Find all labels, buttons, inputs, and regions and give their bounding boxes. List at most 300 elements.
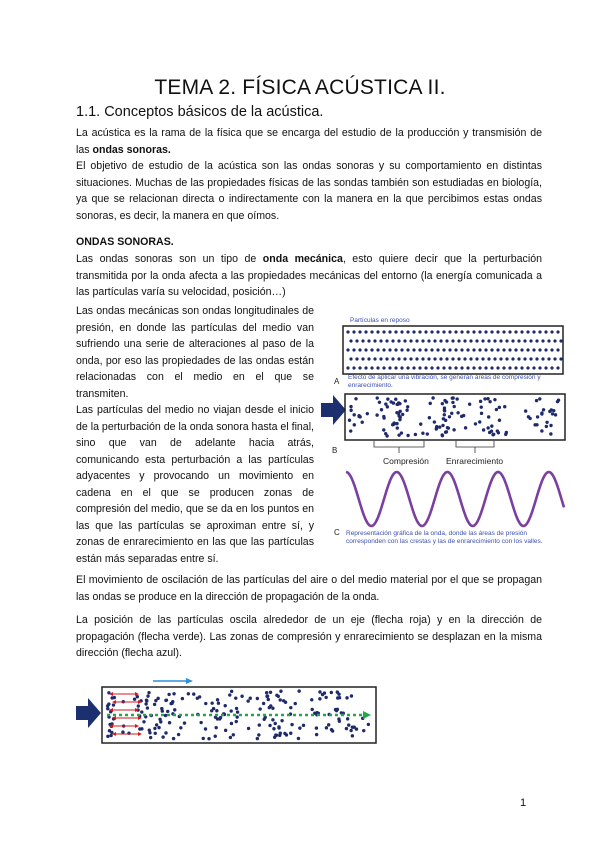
label-compresion: Compresión: [383, 456, 429, 466]
particle: [375, 413, 378, 416]
particle: [106, 704, 109, 707]
page-number: 1: [520, 797, 527, 809]
particle: [382, 428, 385, 431]
particle: [346, 348, 349, 351]
particle: [486, 426, 489, 429]
particle: [171, 700, 174, 703]
particle: [347, 723, 350, 726]
particle: [400, 330, 403, 333]
particle: [424, 348, 427, 351]
particle: [397, 339, 400, 342]
compression-brackets: [344, 441, 566, 455]
red-arrowhead: [138, 732, 142, 736]
particle: [493, 339, 496, 342]
particle: [472, 330, 475, 333]
particle: [463, 357, 466, 360]
particle: [451, 401, 454, 404]
particle: [352, 330, 355, 333]
particle: [234, 696, 237, 699]
particle: [279, 732, 282, 735]
particle: [544, 348, 547, 351]
particle: [496, 348, 499, 351]
particle: [249, 697, 252, 700]
particle: [435, 426, 438, 429]
particle: [376, 330, 379, 333]
particle: [528, 417, 531, 420]
particle: [508, 366, 511, 369]
particle: [364, 366, 367, 369]
particle: [551, 412, 554, 415]
particle: [168, 721, 171, 724]
particle: [385, 339, 388, 342]
particle: [165, 698, 168, 701]
particle: [556, 348, 559, 351]
particle: [272, 727, 275, 730]
particle: [298, 726, 301, 729]
particle: [370, 330, 373, 333]
particle: [490, 330, 493, 333]
particle: [406, 330, 409, 333]
particle: [508, 330, 511, 333]
particle: [535, 357, 538, 360]
particle: [419, 422, 422, 425]
particle: [445, 430, 448, 433]
particle: [511, 339, 514, 342]
particle: [164, 714, 167, 717]
red-arrowhead: [112, 700, 116, 704]
particle: [403, 357, 406, 360]
particle: [464, 426, 467, 429]
particle: [385, 357, 388, 360]
particle: [482, 428, 485, 431]
particle: [335, 709, 338, 712]
particle: [460, 348, 463, 351]
particle: [355, 339, 358, 342]
particle: [277, 726, 280, 729]
page-title: TEMA 2. FÍSICA ACÚSTICA II.: [154, 76, 446, 99]
particle: [331, 729, 334, 732]
particle: [481, 339, 484, 342]
caption-c: Representación gráfica de la onda, donde las áreas de presión corresponden con las crestas y las de enrarecimiento con los valles.: [346, 530, 543, 545]
caption-a-top: Partículas en reposo: [350, 317, 410, 324]
caption-b-top: Efecto de aplicar una vibración, se generan áreas de compresión y enrarecimiento.: [348, 374, 541, 389]
particle: [137, 704, 140, 707]
particle: [361, 357, 364, 360]
particle: [453, 405, 456, 408]
particle: [302, 724, 305, 727]
particle: [398, 410, 401, 413]
particle: [267, 698, 270, 701]
particle: [526, 366, 529, 369]
particle: [496, 366, 499, 369]
particle: [490, 348, 493, 351]
intro-paragraph-1: [76, 125, 542, 158]
particle: [421, 431, 424, 434]
particle: [433, 339, 436, 342]
particle: [547, 339, 550, 342]
particle: [140, 727, 143, 730]
box-frame: [345, 394, 565, 440]
particles-vibrating-box: [344, 393, 566, 441]
particle: [148, 731, 151, 734]
particle: [538, 348, 541, 351]
particle: [511, 357, 514, 360]
particle: [541, 357, 544, 360]
particle: [529, 357, 532, 360]
particle: [400, 431, 403, 434]
particle: [355, 357, 358, 360]
particle: [210, 701, 213, 704]
particle: [526, 330, 529, 333]
particle: [448, 348, 451, 351]
particle: [431, 396, 434, 399]
particle: [385, 434, 388, 437]
particle: [406, 366, 409, 369]
particle: [204, 702, 207, 705]
particle: [358, 366, 361, 369]
particle: [236, 710, 239, 713]
ondas-paragraph-5: La posición de las partículas oscila alrededor de un eje (flecha roja) y en la dirección de propagación (flecha verde). Las zonas de compresión y enrarecimiento se desplazan en la misma dirección (flecha azul).: [76, 614, 542, 659]
particle: [110, 696, 113, 699]
particle: [557, 398, 560, 401]
particle: [145, 698, 148, 701]
particle: [173, 708, 176, 711]
particle: [224, 729, 227, 732]
particle: [353, 423, 356, 426]
particle: [517, 357, 520, 360]
label-b: B: [332, 446, 338, 455]
particle: [349, 357, 352, 360]
ondas-paragraph-4: El movimiento de oscilación de las partículas del aire o del medio material por el que se propagan las ondas se produce en la dirección de propagación de la onda.: [76, 574, 542, 603]
particle: [109, 734, 112, 737]
particle: [388, 330, 391, 333]
particle: [345, 696, 348, 699]
particle: [294, 702, 297, 705]
intro-bold: ondas sonoras.: [92, 143, 171, 156]
particle: [517, 339, 520, 342]
particle: [366, 412, 369, 415]
particle: [406, 405, 409, 408]
particle: [349, 729, 352, 732]
particle: [324, 696, 327, 699]
particle: [379, 357, 382, 360]
particle: [229, 736, 232, 739]
particle: [415, 339, 418, 342]
particle: [121, 730, 124, 733]
particle: [554, 413, 557, 416]
particle: [136, 695, 139, 698]
particle: [544, 330, 547, 333]
particle: [559, 357, 562, 360]
particle: [460, 330, 463, 333]
particle: [352, 366, 355, 369]
particle: [315, 733, 318, 736]
particle: [523, 357, 526, 360]
particle: [398, 418, 401, 421]
particle: [247, 727, 250, 730]
particle: [373, 339, 376, 342]
particle: [330, 691, 333, 694]
particle: [346, 366, 349, 369]
particle: [232, 733, 235, 736]
particle: [499, 339, 502, 342]
particle: [412, 348, 415, 351]
particle: [352, 348, 355, 351]
particle: [183, 721, 186, 724]
particle: [177, 733, 180, 736]
particle: [388, 366, 391, 369]
particle: [454, 330, 457, 333]
particle: [349, 429, 352, 432]
particle: [153, 703, 156, 706]
particle: [421, 357, 424, 360]
particle: [433, 357, 436, 360]
label-c: C: [334, 528, 340, 537]
particle: [455, 397, 458, 400]
ondas-p1-bold: onda mecánica: [262, 253, 343, 265]
particle: [486, 397, 489, 400]
particle: [545, 421, 548, 424]
particle: [498, 406, 501, 409]
particle: [235, 707, 238, 710]
particle: [284, 701, 287, 704]
particle: [466, 366, 469, 369]
particle: [181, 697, 184, 700]
particle: [196, 696, 199, 699]
particle: [364, 330, 367, 333]
particle: [441, 424, 444, 427]
particle: [406, 348, 409, 351]
particle: [352, 413, 355, 416]
particle: [161, 709, 164, 712]
particle: [448, 366, 451, 369]
particle: [403, 339, 406, 342]
particle: [549, 424, 552, 427]
particle: [540, 429, 543, 432]
particle: [146, 706, 149, 709]
particle: [349, 339, 352, 342]
particle: [229, 709, 232, 712]
particle: [349, 405, 352, 408]
particle: [520, 348, 523, 351]
particle: [478, 330, 481, 333]
particle: [451, 339, 454, 342]
particle: [315, 726, 318, 729]
particle: [490, 424, 493, 427]
particle: [355, 727, 358, 730]
particle: [436, 348, 439, 351]
particle: [358, 330, 361, 333]
particle: [370, 366, 373, 369]
particle: [535, 399, 538, 402]
particle: [498, 419, 501, 422]
particle: [396, 426, 399, 429]
particle: [430, 330, 433, 333]
particle: [472, 366, 475, 369]
particle: [457, 339, 460, 342]
particle: [279, 698, 282, 701]
particle: [400, 366, 403, 369]
particle: [480, 412, 483, 415]
particle: [216, 698, 219, 701]
particle: [167, 693, 170, 696]
particle: [487, 339, 490, 342]
blue-propagation-arrow: [153, 677, 193, 685]
particle: [481, 357, 484, 360]
particle: [484, 348, 487, 351]
particle: [514, 348, 517, 351]
particle: [154, 699, 157, 702]
particle: [230, 722, 233, 725]
particle: [442, 330, 445, 333]
particle: [475, 357, 478, 360]
particle: [484, 330, 487, 333]
particle: [439, 339, 442, 342]
particle: [428, 416, 431, 419]
label-enrarecimiento: Enrarecimiento: [446, 456, 504, 466]
particle: [310, 698, 313, 701]
section-heading: 1.1. Conceptos básicos de la acústica.: [76, 104, 324, 120]
particle: [207, 737, 210, 740]
particle: [405, 408, 408, 411]
particle: [318, 690, 321, 693]
particle: [285, 733, 288, 736]
particle: [502, 330, 505, 333]
particle: [538, 330, 541, 333]
particle: [274, 733, 277, 736]
particle: [544, 366, 547, 369]
particle: [397, 357, 400, 360]
particle: [439, 357, 442, 360]
particle: [192, 692, 195, 695]
particle: [271, 707, 274, 710]
particle: [469, 357, 472, 360]
particle: [538, 397, 541, 400]
particle: [491, 433, 494, 436]
particle: [502, 348, 505, 351]
particle: [493, 357, 496, 360]
particle: [493, 398, 496, 401]
particle: [424, 330, 427, 333]
particle: [266, 694, 269, 697]
particle: [346, 330, 349, 333]
particle: [376, 366, 379, 369]
particle: [549, 432, 552, 435]
particle: [451, 396, 454, 399]
particle: [505, 357, 508, 360]
particle: [426, 432, 429, 435]
particle: [164, 731, 167, 734]
particle: [398, 402, 401, 405]
particle: [379, 339, 382, 342]
particle: [532, 330, 535, 333]
particle: [382, 366, 385, 369]
particle: [361, 421, 364, 424]
particle: [526, 348, 529, 351]
particle: [436, 330, 439, 333]
particle: [297, 737, 300, 740]
ondas-p1-pre: Las ondas sonoras son un tipo de: [76, 253, 263, 265]
particle: [348, 419, 351, 422]
particle: [488, 400, 491, 403]
label-a: A: [334, 377, 340, 386]
particle: [336, 690, 339, 693]
particle: [524, 409, 527, 412]
particle: [441, 433, 444, 436]
ondas-paragraph-1: [76, 251, 542, 301]
particle: [433, 420, 436, 423]
particle: [358, 348, 361, 351]
particle: [505, 431, 508, 434]
particle: [268, 706, 271, 709]
particle: [469, 339, 472, 342]
particle: [541, 339, 544, 342]
particle: [159, 720, 162, 723]
particle: [376, 396, 379, 399]
particle: [490, 366, 493, 369]
particle: [258, 707, 261, 710]
particle: [540, 411, 543, 414]
particle: [553, 357, 556, 360]
particle: [542, 408, 545, 411]
particles-rest-box: [342, 325, 564, 375]
particle: [351, 734, 354, 737]
particle: [106, 735, 109, 738]
particle: [446, 426, 449, 429]
particle: [394, 398, 397, 401]
particle: [443, 413, 446, 416]
particle: [204, 727, 207, 730]
particles-propagation-box: [101, 686, 377, 744]
particle: [466, 348, 469, 351]
ondas-paragraph-2: Las ondas mecánicas son ondas longitudinales de presión, en donde las partículas del medio van sufriendo una serie de alteraciones al paso de la onda, por eso las propiedades de las ondas están relacionadas con el medio en el que se transmiten.: [76, 305, 314, 400]
particle: [514, 330, 517, 333]
particle: [430, 366, 433, 369]
particle: [392, 401, 395, 404]
particle: [532, 366, 535, 369]
particle: [395, 422, 398, 425]
particle: [199, 721, 202, 724]
particle: [179, 726, 182, 729]
particle: [474, 422, 477, 425]
particle: [144, 702, 147, 705]
particle: [495, 408, 498, 411]
particle: [215, 709, 218, 712]
particle: [246, 699, 249, 702]
particle: [497, 431, 500, 434]
particle: [155, 723, 158, 726]
particle: [274, 722, 277, 725]
particle: [367, 357, 370, 360]
particle: [370, 348, 373, 351]
particle: [536, 415, 539, 418]
particle: [338, 696, 341, 699]
particle: [394, 348, 397, 351]
green-arrowhead: [363, 711, 371, 719]
particle: [445, 357, 448, 360]
particle: [386, 397, 389, 400]
particle: [380, 408, 383, 411]
particle: [454, 366, 457, 369]
particle: [545, 425, 548, 428]
particle: [429, 402, 432, 405]
particle: [487, 415, 490, 418]
particle: [153, 727, 156, 730]
particle: [441, 402, 444, 405]
particle: [257, 733, 260, 736]
particle: [483, 397, 486, 400]
particle: [382, 415, 385, 418]
